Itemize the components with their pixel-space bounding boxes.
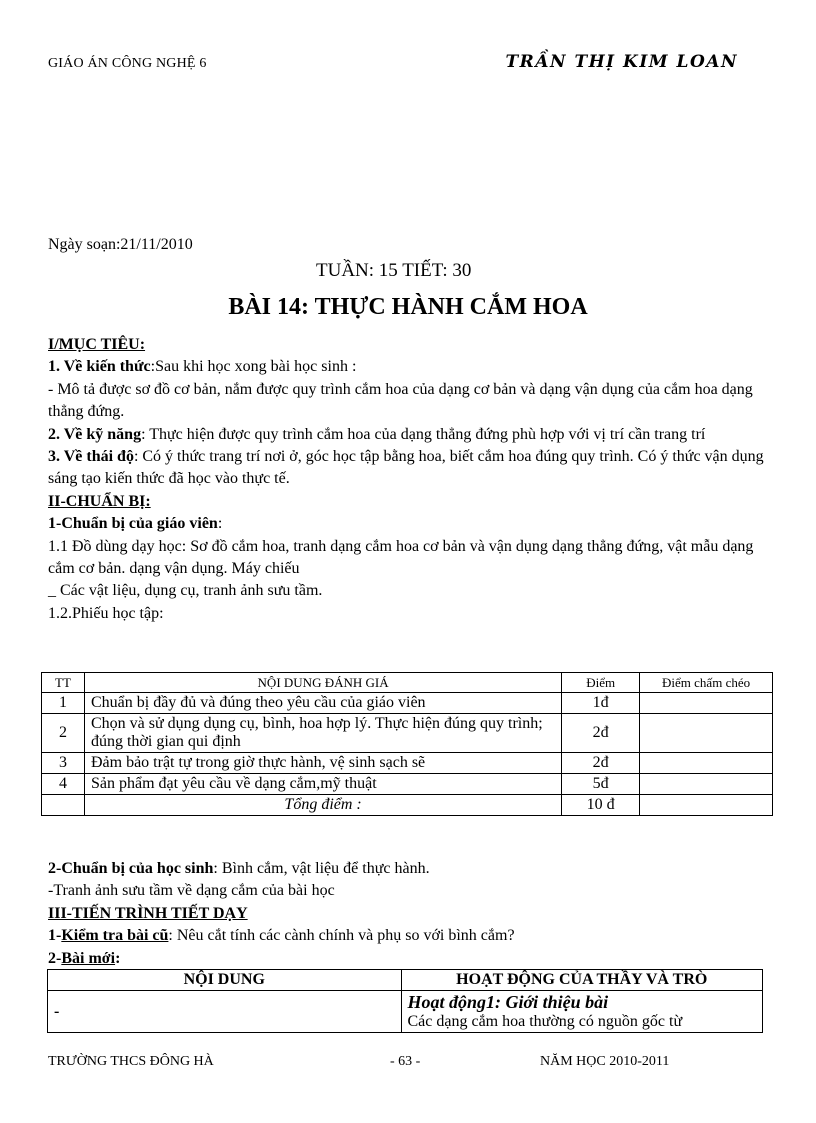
total-value: 10 đ (562, 795, 640, 816)
student-prep-label: 2-Chuẩn bị của học sinh (48, 860, 214, 877)
row-number: 3 (42, 753, 85, 774)
total-empty (42, 795, 85, 816)
teacher-prep-items: 1.1 Đồ dùng dạy học: Sơ đồ cắm hoa, tranh dạng cắm hoa cơ bản và vận dụng dạng thẳng đứng, vật mẫu dạng cắm cơ bản. dạng vận dụng. Máy chiếu (48, 537, 754, 578)
footer-school: TRƯỜNG THCS ĐÔNG HÀ (48, 1054, 214, 1069)
objective-attitude (48, 446, 770, 491)
activity-header-row (48, 970, 763, 991)
row-cross-score (640, 693, 773, 714)
total-row (42, 795, 773, 816)
attitude-text: : Có ý thức trang trí nơi ở, góc học tập bằng hoa, biết cắm hoa đúng quy trình. Có ý thức vận dụng sáng tạo kiến thức đã học vào thực tế. (48, 448, 764, 488)
activity-cell (401, 991, 763, 1033)
knowledge-detail: - Mô tả được sơ đồ cơ bản, nắm được quy trình cắm hoa của dạng cơ bản và dạng vận dụng của cắm hoa dạng thẳng đứng. (48, 380, 753, 421)
activity-table (47, 969, 763, 1033)
knowledge-label: 1. Về kiến thức (48, 358, 151, 376)
row-score: 2đ (562, 714, 640, 753)
row-cross-score (640, 774, 773, 795)
check-prefix: 1- (48, 927, 62, 945)
table-row (42, 774, 773, 795)
new-lesson-label: Bài mới (61, 949, 116, 967)
section-process-title: III-TIẾN TRÌNH TIẾT DẠY (48, 904, 248, 922)
section-objectives-title: I/MỤC TIÊU: (48, 336, 146, 353)
old-lesson-check (48, 925, 770, 947)
footer-page-number: - 63 - (390, 1054, 421, 1069)
check-label: Kiểm tra bài cũ (61, 927, 169, 945)
lesson-body (48, 334, 770, 625)
header-subject: GIÁO ÁN CÔNG NGHỆ 6 (48, 56, 207, 71)
row-content: Chọn và sử dụng dụng cụ, bình, hoa hợp lý. Thực hiện đúng quy trình; đúng thời gian qui định (84, 714, 561, 753)
row-score: 1đ (562, 693, 640, 714)
teacher-prep-worksheet: 1.2.Phiếu học tập: (48, 604, 164, 622)
row-score: 5đ (562, 774, 640, 795)
new-prefix: 2- (48, 949, 62, 967)
teacher-prep-colon: : (217, 515, 223, 533)
table-row (42, 753, 773, 774)
teacher-prep-materials: _ Các vật liệu, dụng cụ, tranh ảnh sưu tầm. (48, 582, 323, 600)
objective-knowledge (48, 356, 770, 378)
row-content: Chuẩn bị đầy đủ và đúng theo yêu cầu của giáo viên (84, 693, 561, 714)
skill-text: : Thực hiện được quy trình cắm hoa của dạng thẳng đứng phù hợp với vị trí cần trang trí (141, 425, 706, 443)
header-tt: TT (42, 673, 85, 693)
row-content: Sản phẩm đạt yêu cầu về dạng cắm,mỹ thuật (84, 774, 561, 795)
week-period: TUẦN: 15 TIẾT: 30 (316, 260, 472, 281)
activity-title: Hoạt động1: Giới thiệu bài (407, 992, 609, 1012)
total-label: Tổng điểm : (84, 795, 561, 816)
header-content: NỘI DUNG (48, 970, 402, 991)
row-number: 4 (42, 774, 85, 795)
activity-row (48, 991, 763, 1033)
activity-text: Các dạng cắm hoa thường có nguồn gốc từ (407, 1013, 683, 1030)
objective-skill (48, 424, 770, 446)
skill-label: 2. Về kỹ năng (48, 425, 142, 443)
new-lesson-colon: : (115, 949, 121, 967)
table-row (42, 693, 773, 714)
row-cross-score (640, 753, 773, 774)
teacher-prep (48, 513, 770, 535)
row-content: Đảm bảo trật tự trong giờ thực hành, vệ sinh sạch sẽ (84, 753, 561, 774)
header-cross-score: Điểm chấm chéo (640, 673, 773, 693)
row-cross-score (640, 714, 773, 753)
header-author: TRẦN THỊ KIM LOAN (505, 52, 738, 72)
footer-school-year: NĂM HỌC 2010-2011 (540, 1054, 670, 1069)
teacher-prep-label: 1-Chuẩn bị của giáo viên (48, 515, 218, 533)
row-number: 1 (42, 693, 85, 714)
knowledge-text: :Sau khi học xong bài học sinh : (150, 358, 357, 376)
total-cross (640, 795, 773, 816)
student-prep-text: : Bình cắm, vật liệu để thực hành. (213, 860, 430, 877)
lesson-title: BÀI 14: THỰC HÀNH CẮM HOA (228, 294, 588, 320)
table-row (42, 714, 773, 753)
header-activity: HOẠT ĐỘNG CỦA THẦY VÀ TRÒ (401, 970, 763, 991)
header-score: Điểm (562, 673, 640, 693)
after-table-body (48, 858, 770, 970)
preparation-date: Ngày soạn:21/11/2010 (48, 236, 193, 253)
student-prep-line2: -Tranh ảnh sưu tầm về dạng cắm của bài học (48, 882, 335, 900)
evaluation-header-row (42, 673, 773, 693)
check-text: : Nêu cắt tính các cành chính và phụ so với bình cắm? (168, 927, 515, 945)
attitude-label: 3. Về thái độ (48, 448, 134, 466)
section-preparation-title: II-CHUẨN BỊ: (48, 492, 151, 510)
new-lesson (48, 948, 770, 970)
student-prep (48, 858, 770, 880)
row-score: 2đ (562, 753, 640, 774)
header-content: NỘI DUNG ĐÁNH GIÁ (84, 673, 561, 693)
row-number: 2 (42, 714, 85, 753)
content-cell: - (48, 991, 402, 1033)
evaluation-table (41, 672, 773, 816)
